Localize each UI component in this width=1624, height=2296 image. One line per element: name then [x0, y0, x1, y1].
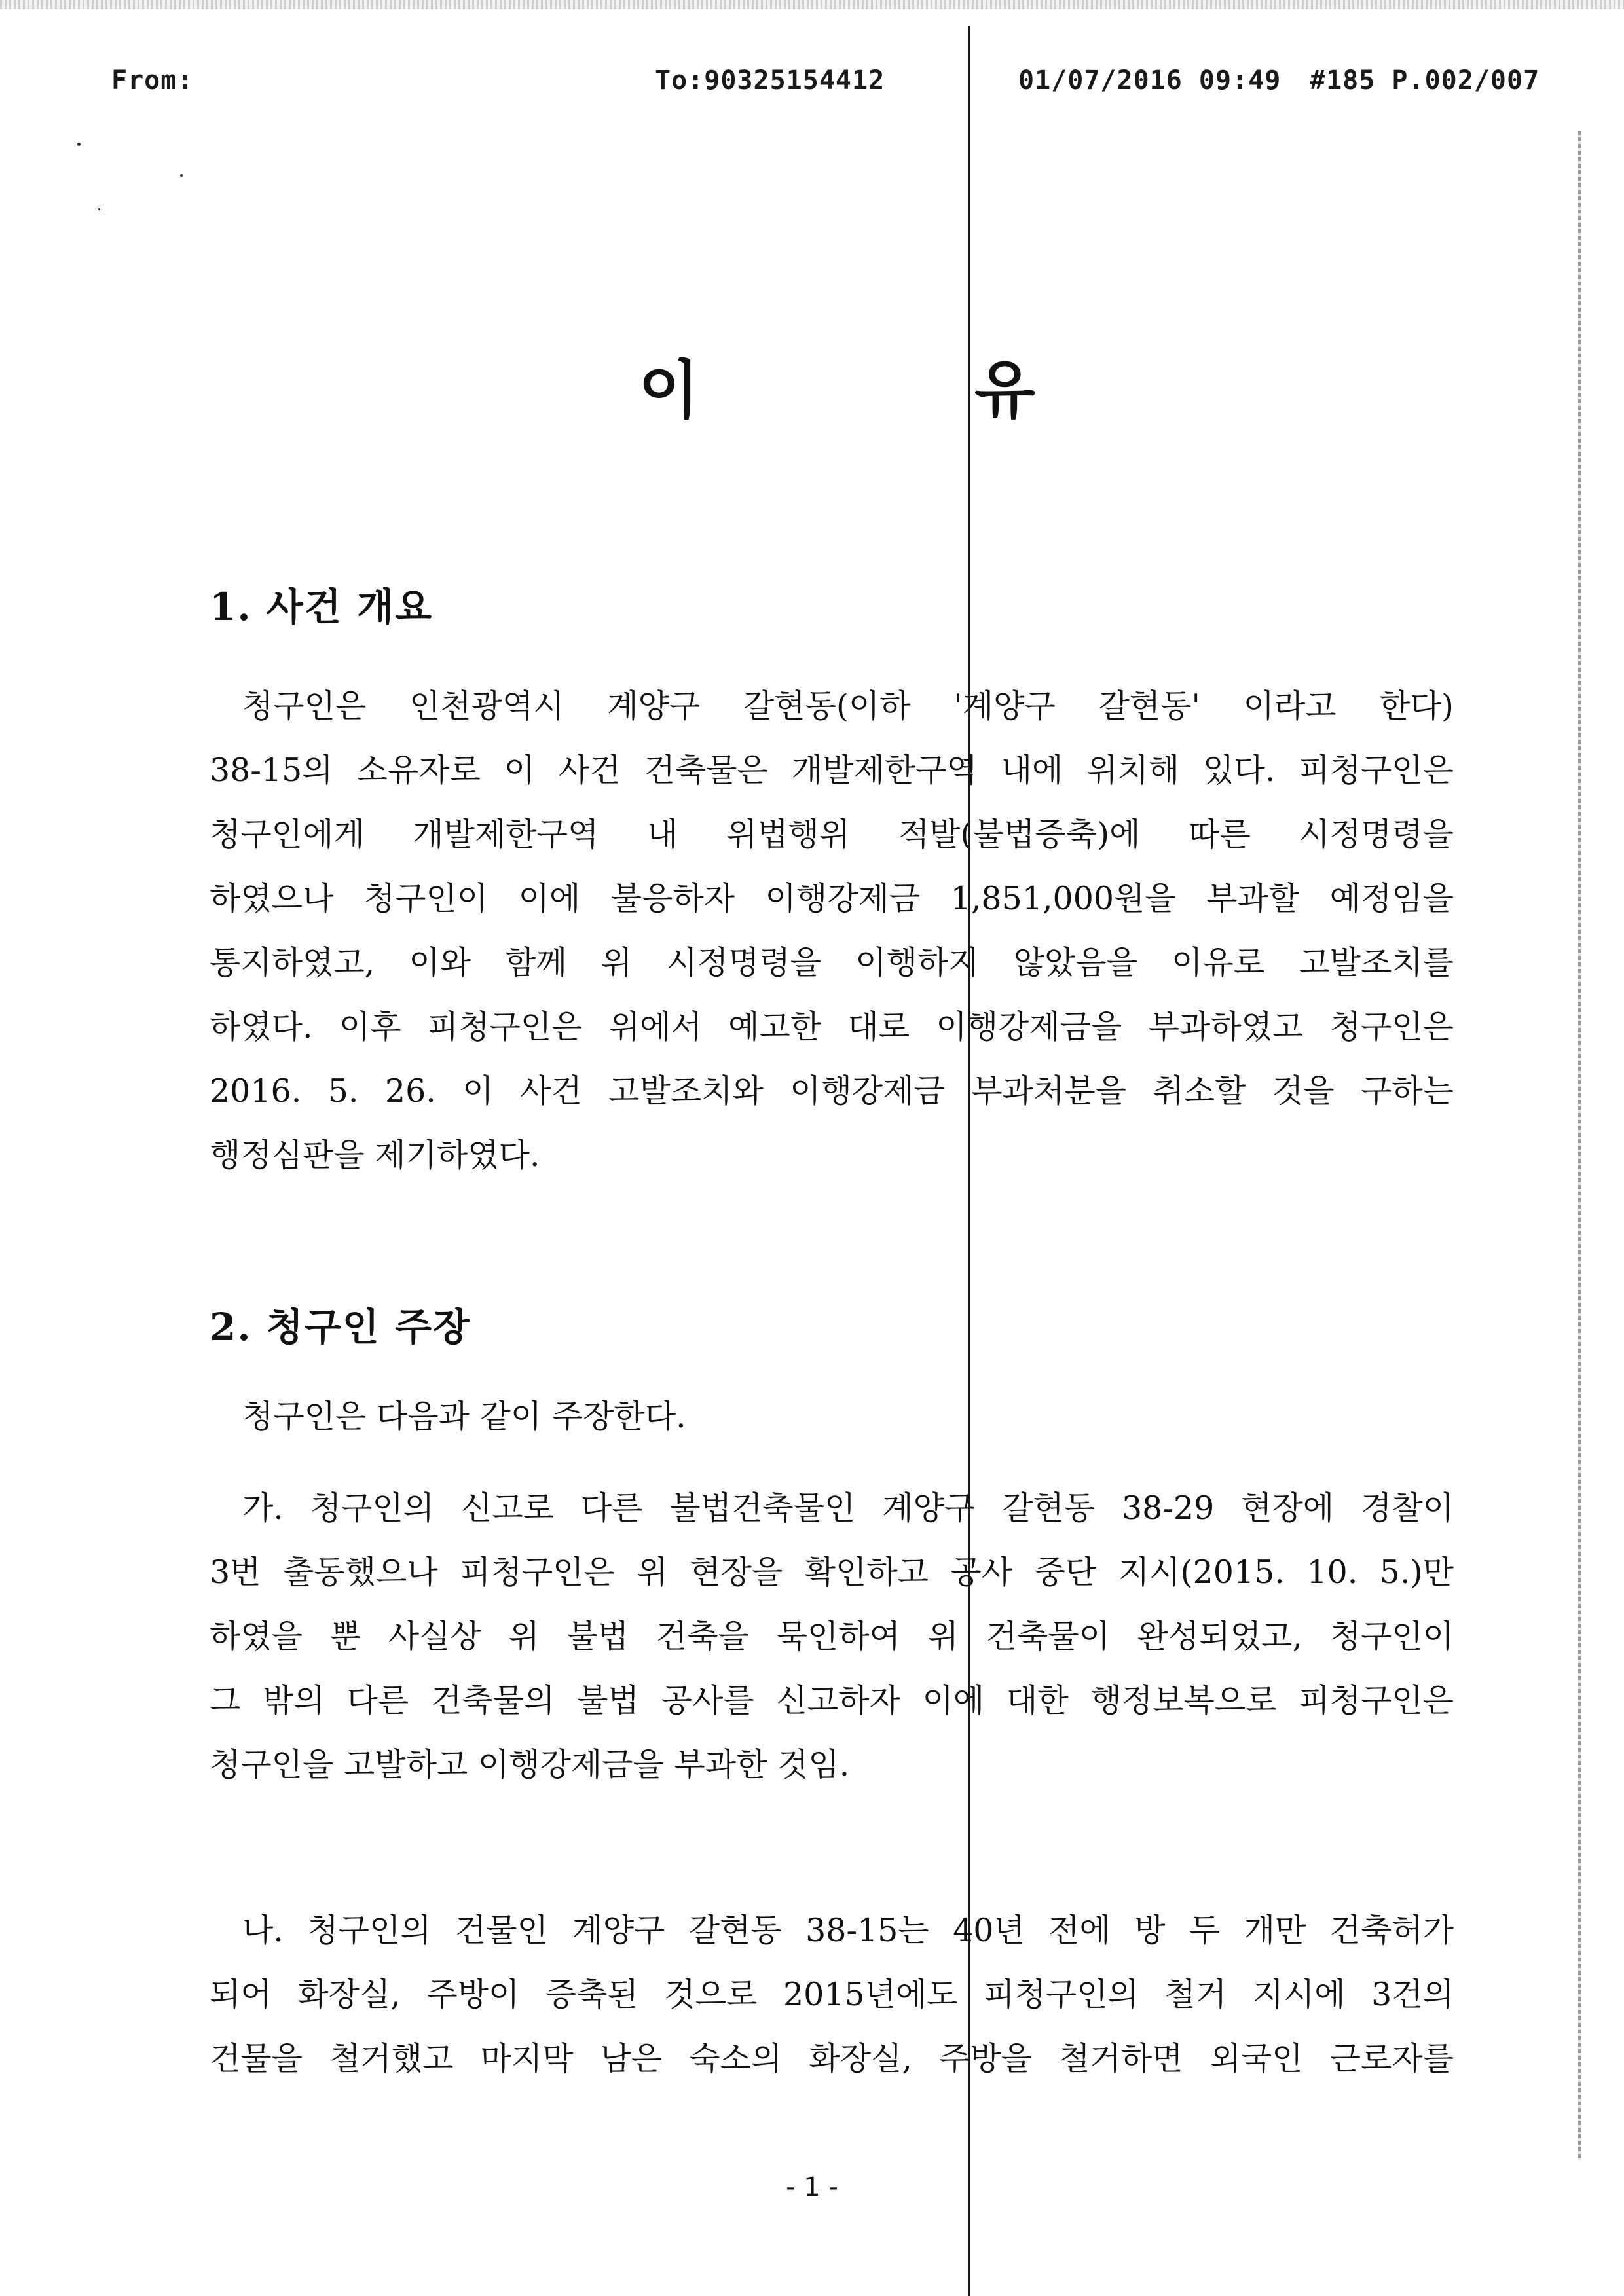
fax-datetime: 01/07/2016 09:49: [1018, 65, 1282, 96]
page-footer-number: - 1 -: [786, 2172, 838, 2202]
fax-scan-edge: [1578, 131, 1581, 2160]
fax-page-number: #185 P.002/007: [1310, 65, 1540, 96]
text-line: 청구인을 고발하고 이행강제금을 부과한 것임.: [210, 1746, 850, 1783]
claim-item-na: [210, 1899, 1454, 2091]
section-heading-claimant-argument: 2. 청구인 주장: [210, 1305, 471, 1349]
claimant-intro-paragraph: [210, 1385, 1454, 1449]
text-line: 하였으나 청구인이 이에 불응하자 이행강제금 1,851,000원을 부과할 예정임을: [210, 880, 1454, 917]
overview-paragraph: [210, 674, 1454, 1188]
fax-to-number: To:90325154412: [655, 65, 885, 96]
scan-speck: [180, 174, 183, 177]
text-line: 나. 청구인의 건물인 계양구 갈현동 38-15는 40년 전에 방 두 개만 건축허가: [242, 1912, 1454, 1949]
text-line: 하였다. 이후 피청구인은 위에서 예고한 대로 이행강제금을 부과하였고 청구인은: [210, 1008, 1454, 1046]
fax-top-strip: [0, 0, 1624, 9]
text-line: 청구인에게 개발제한구역 내 위법행위 적발(불법증축)에 따른 시정명령을: [210, 816, 1454, 853]
scan-speck: [77, 143, 81, 146]
text-line: 되어 화장실, 주방이 증축된 것으로 2015년에도 피청구인의 철거 지시에 3건의: [210, 1976, 1454, 2013]
fax-from: From:: [111, 65, 194, 96]
text-line: 그 밖의 다른 건축물의 불법 공사를 신고하자 이에 대한 행정보복으로 피청구인은: [210, 1682, 1454, 1719]
text-line: 하였을 뿐 사실상 위 불법 건축을 묵인하여 위 건축물이 완성되었고, 청구인이: [210, 1618, 1454, 1655]
section-heading-overview: 1. 사건 개요: [210, 585, 434, 629]
scan-speck: [98, 208, 100, 210]
claim-item-ga: [210, 1476, 1454, 1797]
text-line: 가. 청구인의 신고로 다른 불법건축물인 계양구 갈현동 38-29 현장에 경찰이: [242, 1489, 1454, 1527]
text-line: 3번 출동했으나 피청구인은 위 현장을 확인하고 공사 중단 지시(2015. 10. 5.)만: [210, 1554, 1454, 1591]
text-line: 38-15의 소유자로 이 사건 건축물은 개발제한구역 내에 위치해 있다. 피청구인은: [210, 752, 1454, 789]
text-line: 청구인은 인천광역시 계양구 갈현동(이하 '계양구 갈현동' 이라고 한다): [242, 687, 1454, 725]
text-line: 청구인은 다음과 같이 주장한다.: [242, 1398, 686, 1435]
text-line: 행정심판을 제기하였다.: [210, 1137, 540, 1174]
text-line: 통지하였고, 이와 함께 위 시정명령을 이행하지 않았음을 이유로 고발조치를: [210, 944, 1454, 981]
text-line: 건물을 철거했고 마지막 남은 숙소의 화장실, 주방을 철거하면 외국인 근로자를: [210, 2040, 1454, 2077]
text-line: 2016. 5. 26. 이 사건 고발조치와 이행강제금 부과처분을 취소할 것을 구하는: [210, 1072, 1454, 1110]
document-title-part-2: 유: [974, 353, 1035, 427]
document-title-part-1: 이: [638, 353, 699, 427]
